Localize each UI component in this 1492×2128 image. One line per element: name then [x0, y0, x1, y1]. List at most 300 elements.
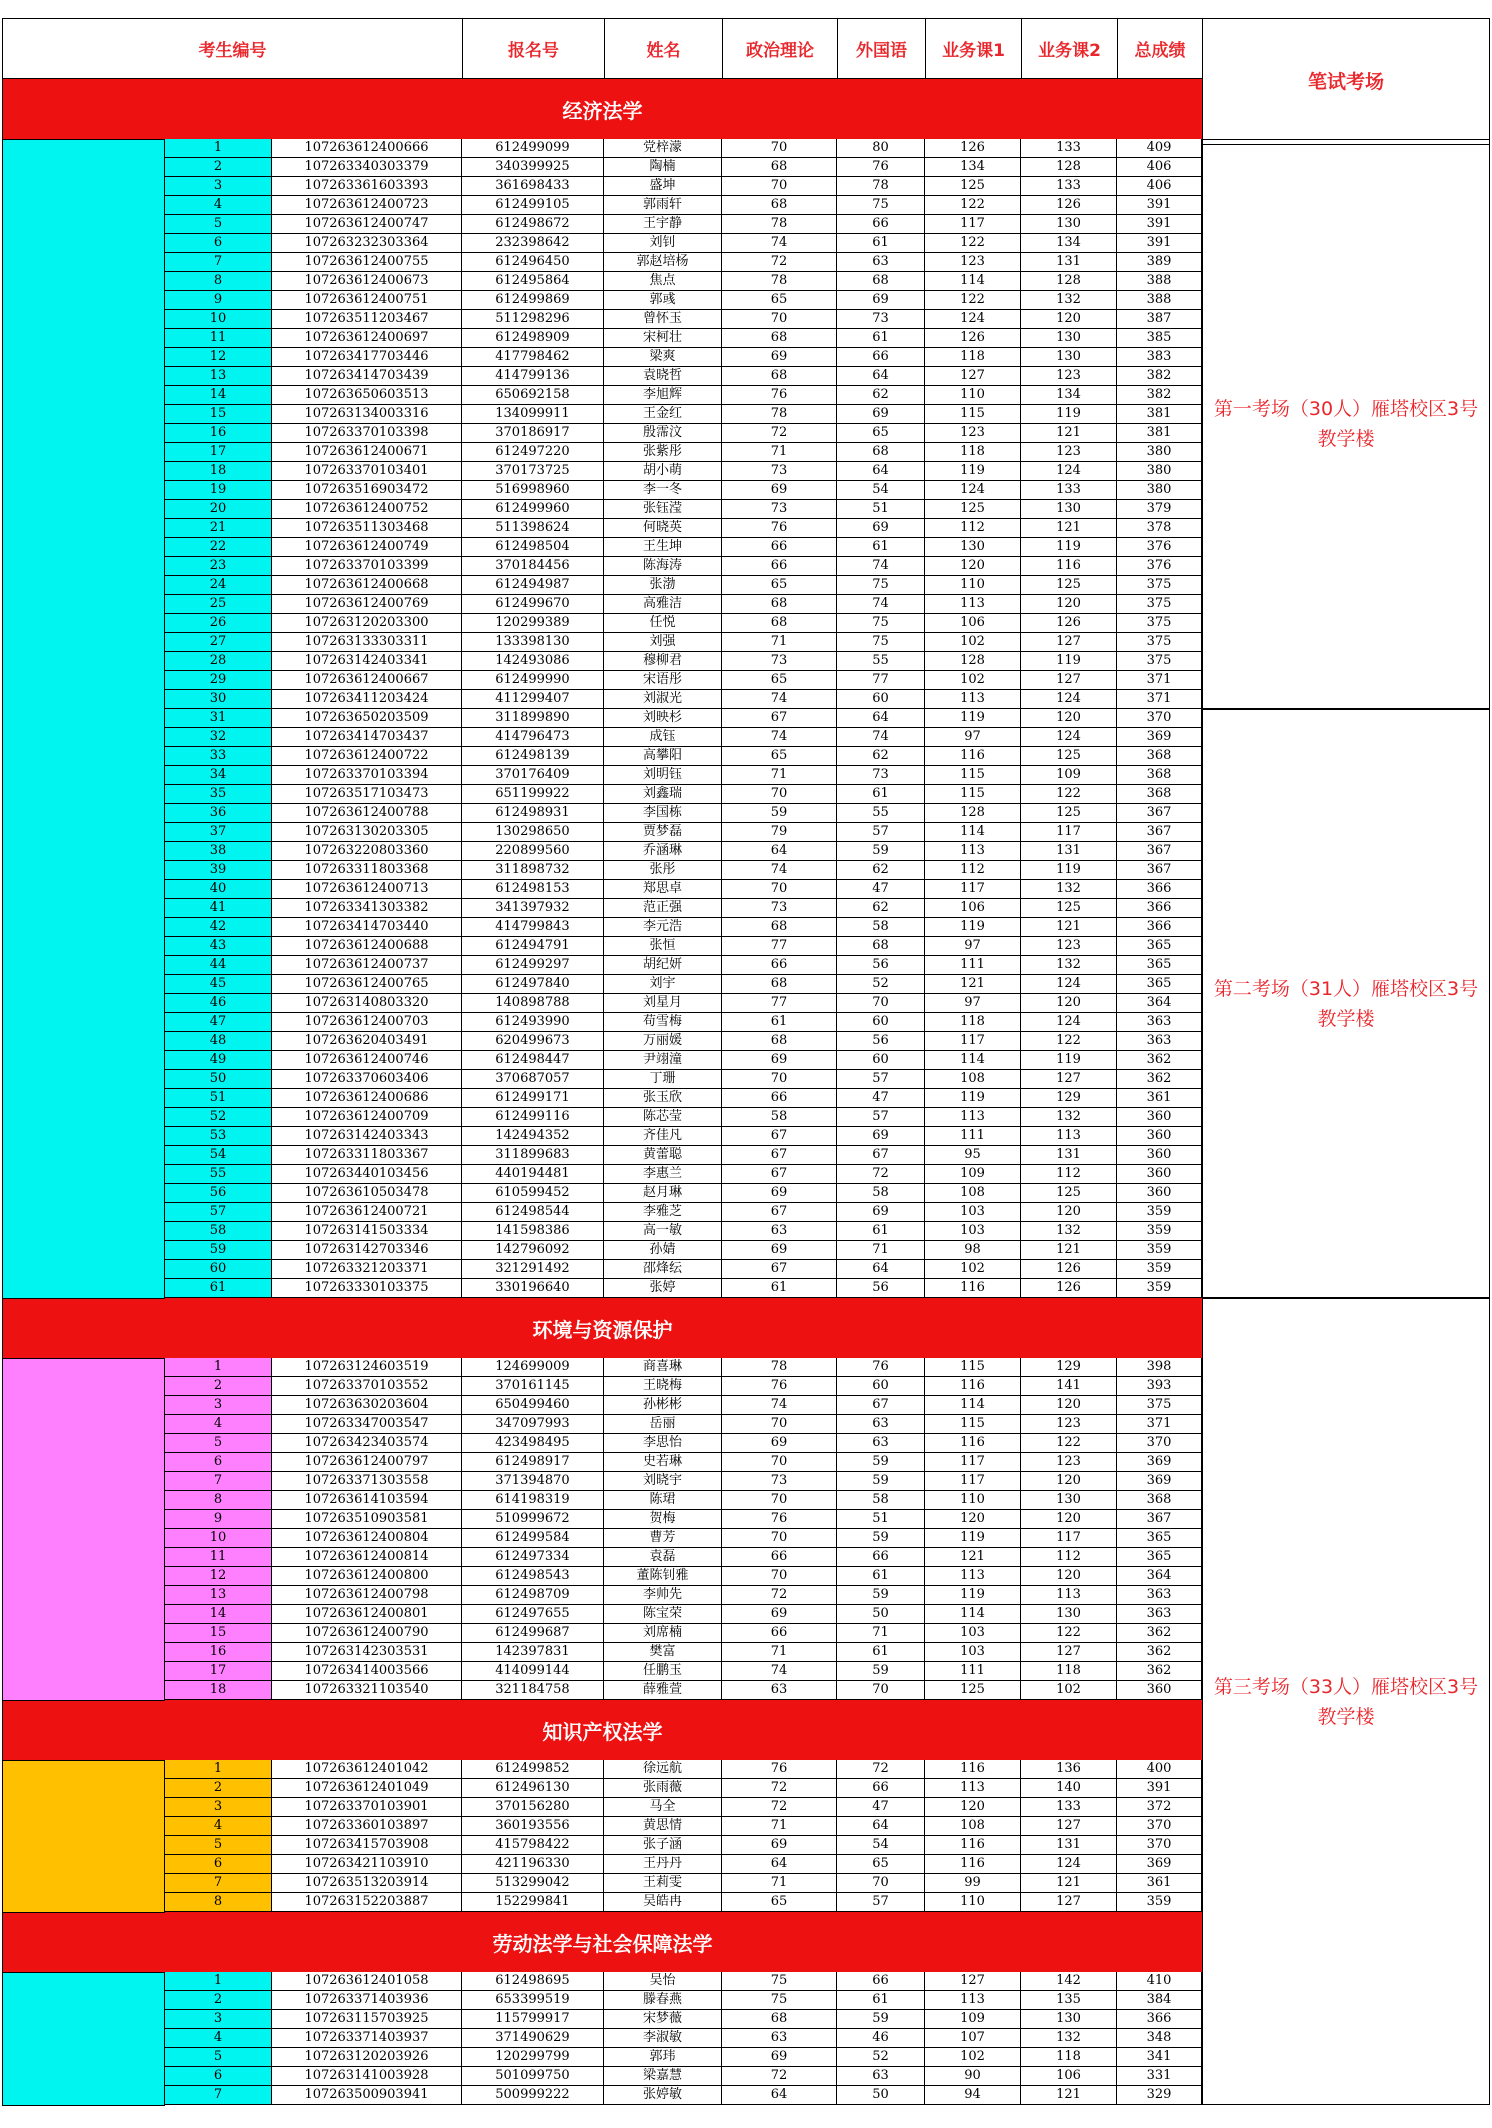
cell-course1: 107 — [925, 2029, 1021, 2047]
table-row — [165, 158, 1202, 177]
cell-name: 万丽媛 — [604, 1032, 722, 1050]
cell-total: 406 — [1117, 158, 1202, 176]
cell-name: 吴怡 — [604, 1972, 722, 1990]
cell-seq: 8 — [165, 272, 272, 290]
cell-total: 363 — [1117, 1586, 1202, 1604]
cell-course2: 119 — [1021, 652, 1117, 670]
cell-reg-no: 340399925 — [462, 158, 604, 176]
cell-course1: 121 — [925, 975, 1021, 993]
cell-politics: 65 — [722, 747, 837, 765]
cell-foreign-lang: 69 — [837, 405, 925, 423]
cell-course2: 113 — [1021, 1586, 1117, 1604]
cell-total: 371 — [1117, 671, 1202, 689]
table-row — [165, 1453, 1202, 1472]
cell-foreign-lang: 52 — [837, 2048, 925, 2066]
cell-foreign-lang: 64 — [837, 1817, 925, 1835]
cell-seq: 31 — [165, 709, 272, 727]
cell-politics: 69 — [722, 1836, 837, 1854]
cell-course2: 123 — [1021, 1453, 1117, 1471]
cell-reg-no: 612499670 — [462, 595, 604, 613]
cell-foreign-lang: 74 — [837, 595, 925, 613]
cell-seq: 1 — [165, 1972, 272, 1990]
cell-seq: 23 — [165, 557, 272, 575]
cell-course2: 120 — [1021, 994, 1117, 1012]
cell-course1: 134 — [925, 158, 1021, 176]
cell-seq: 3 — [165, 1798, 272, 1816]
cell-name: 苟雪梅 — [604, 1013, 722, 1031]
cell-reg-no: 440194481 — [462, 1165, 604, 1183]
cell-exam-id: 107263371403936 — [272, 1991, 462, 2009]
cell-name: 范正强 — [604, 899, 722, 917]
cell-name: 张彤 — [604, 861, 722, 879]
cell-course2: 112 — [1021, 1165, 1117, 1183]
cell-course1: 120 — [925, 1510, 1021, 1528]
cell-politics: 68 — [722, 158, 837, 176]
cell-course1: 117 — [925, 1453, 1021, 1471]
cell-seq: 58 — [165, 1222, 272, 1240]
cell-name: 胡小萌 — [604, 462, 722, 480]
cell-course2: 127 — [1021, 1893, 1117, 1911]
cell-course2: 123 — [1021, 1415, 1117, 1433]
cell-foreign-lang: 70 — [837, 1681, 925, 1699]
cell-total: 371 — [1117, 690, 1202, 708]
cell-total: 363 — [1117, 1013, 1202, 1031]
cell-reg-no: 612499852 — [462, 1760, 604, 1778]
cell-politics: 68 — [722, 975, 837, 993]
cell-name: 刘淑光 — [604, 690, 722, 708]
cell-total: 359 — [1117, 1893, 1202, 1911]
cell-exam-id: 107263232303364 — [272, 234, 462, 252]
cell-exam-id: 107263120203926 — [272, 2048, 462, 2066]
cell-course2: 120 — [1021, 1567, 1117, 1585]
cell-politics: 74 — [722, 234, 837, 252]
cell-exam-id: 107263612400667 — [272, 671, 462, 689]
cell-politics: 66 — [722, 1624, 837, 1642]
cell-exam-id: 107263620403491 — [272, 1032, 462, 1050]
cell-course1: 95 — [925, 1146, 1021, 1164]
cell-total: 375 — [1117, 652, 1202, 670]
cell-course2: 120 — [1021, 1510, 1117, 1528]
cell-politics: 64 — [722, 2086, 837, 2104]
table-row — [165, 329, 1202, 348]
cell-course1: 122 — [925, 234, 1021, 252]
section-color-band — [2, 1760, 165, 1913]
cell-total: 383 — [1117, 348, 1202, 366]
cell-name: 梁爽 — [604, 348, 722, 366]
cell-seq: 8 — [165, 1491, 272, 1509]
cell-name: 贺梅 — [604, 1510, 722, 1528]
cell-foreign-lang: 56 — [837, 1279, 925, 1297]
cell-name: 殷霈汶 — [604, 424, 722, 442]
cell-reg-no: 612499099 — [462, 139, 604, 157]
cell-name: 刘映杉 — [604, 709, 722, 727]
cell-seq: 7 — [165, 2086, 272, 2104]
cell-exam-id: 107263612400798 — [272, 1586, 462, 1604]
cell-foreign-lang: 57 — [837, 823, 925, 841]
cell-politics: 65 — [722, 1893, 837, 1911]
table-row — [165, 2048, 1202, 2067]
cell-total: 362 — [1117, 1051, 1202, 1069]
cell-course2: 125 — [1021, 747, 1117, 765]
section-color-band — [2, 139, 165, 1299]
cell-politics: 74 — [722, 1396, 837, 1414]
cell-course1: 123 — [925, 253, 1021, 271]
cell-seq: 53 — [165, 1127, 272, 1145]
cell-politics: 76 — [722, 1377, 837, 1395]
cell-politics: 68 — [722, 614, 837, 632]
cell-total: 381 — [1117, 424, 1202, 442]
cell-name: 薛雅萱 — [604, 1681, 722, 1699]
cell-course1: 108 — [925, 1070, 1021, 1088]
cell-total: 372 — [1117, 1798, 1202, 1816]
cell-reg-no: 360193556 — [462, 1817, 604, 1835]
cell-politics: 71 — [722, 1817, 837, 1835]
cell-exam-id: 107263511303468 — [272, 519, 462, 537]
cell-reg-no: 134099911 — [462, 405, 604, 423]
table-row — [165, 215, 1202, 234]
cell-name: 李旭辉 — [604, 386, 722, 404]
cell-exam-id: 107263120203300 — [272, 614, 462, 632]
cell-course2: 127 — [1021, 1817, 1117, 1835]
cell-name: 张紫彤 — [604, 443, 722, 461]
cell-name: 王宇静 — [604, 215, 722, 233]
table-row — [165, 1013, 1202, 1032]
table-row — [165, 633, 1202, 652]
cell-foreign-lang: 59 — [837, 1662, 925, 1680]
cell-reg-no: 612497220 — [462, 443, 604, 461]
cell-exam-id: 107263414703437 — [272, 728, 462, 746]
cell-course1: 114 — [925, 823, 1021, 841]
cell-politics: 67 — [722, 1146, 837, 1164]
cell-seq: 42 — [165, 918, 272, 936]
cell-exam-id: 107263510903581 — [272, 1510, 462, 1528]
cell-total: 360 — [1117, 1108, 1202, 1126]
cell-reg-no: 124699009 — [462, 1358, 604, 1376]
cell-course1: 114 — [925, 272, 1021, 290]
cell-politics: 70 — [722, 177, 837, 195]
cell-exam-id: 107263612400749 — [272, 538, 462, 556]
cell-reg-no: 612498917 — [462, 1453, 604, 1471]
cell-politics: 68 — [722, 918, 837, 936]
table-row — [165, 842, 1202, 861]
cell-reg-no: 370687057 — [462, 1070, 604, 1088]
cell-total: 382 — [1117, 367, 1202, 385]
cell-total: 362 — [1117, 1624, 1202, 1642]
table-row — [165, 1972, 1202, 1991]
cell-reg-no: 371394870 — [462, 1472, 604, 1490]
cell-seq: 51 — [165, 1089, 272, 1107]
cell-course1: 124 — [925, 481, 1021, 499]
cell-reg-no: 612499105 — [462, 196, 604, 214]
cell-reg-no: 612498695 — [462, 1972, 604, 1990]
cell-seq: 26 — [165, 614, 272, 632]
table-row — [165, 2029, 1202, 2048]
cell-seq: 36 — [165, 804, 272, 822]
cell-total: 360 — [1117, 1146, 1202, 1164]
cell-course2: 131 — [1021, 1146, 1117, 1164]
cell-course2: 132 — [1021, 880, 1117, 898]
cell-exam-id: 107263612400769 — [272, 595, 462, 613]
cell-exam-id: 107263612400688 — [272, 937, 462, 955]
table-row — [165, 880, 1202, 899]
cell-name: 黄蕾聪 — [604, 1146, 722, 1164]
cell-seq: 12 — [165, 1567, 272, 1585]
table-row — [165, 1760, 1202, 1779]
cell-reg-no: 347097993 — [462, 1415, 604, 1433]
cell-reg-no: 620499673 — [462, 1032, 604, 1050]
cell-total: 365 — [1117, 1548, 1202, 1566]
cell-reg-no: 612499990 — [462, 671, 604, 689]
cell-course2: 123 — [1021, 937, 1117, 955]
cell-reg-no: 321291492 — [462, 1260, 604, 1278]
cell-total: 359 — [1117, 1203, 1202, 1221]
cell-seq: 1 — [165, 1760, 272, 1778]
cell-course2: 120 — [1021, 1396, 1117, 1414]
cell-total: 380 — [1117, 481, 1202, 499]
table-row — [165, 1377, 1202, 1396]
cell-seq: 2 — [165, 158, 272, 176]
cell-total: 369 — [1117, 728, 1202, 746]
table-row — [165, 196, 1202, 215]
cell-reg-no: 370161145 — [462, 1377, 604, 1395]
cell-exam-id: 107263612400797 — [272, 1453, 462, 1471]
cell-course2: 112 — [1021, 1548, 1117, 1566]
cell-reg-no: 140898788 — [462, 994, 604, 1012]
cell-seq: 4 — [165, 196, 272, 214]
table-row — [165, 652, 1202, 671]
cell-exam-id: 107263134003316 — [272, 405, 462, 423]
cell-exam-id: 107263361603393 — [272, 177, 462, 195]
cell-total: 389 — [1117, 253, 1202, 271]
table-row — [165, 576, 1202, 595]
cell-name: 张恒 — [604, 937, 722, 955]
cell-course2: 124 — [1021, 1013, 1117, 1031]
cell-total: 360 — [1117, 1184, 1202, 1202]
cell-name: 齐佳凡 — [604, 1127, 722, 1145]
cell-politics: 70 — [722, 880, 837, 898]
cell-course2: 126 — [1021, 1279, 1117, 1297]
cell-name: 高攀阳 — [604, 747, 722, 765]
cell-reg-no: 612495864 — [462, 272, 604, 290]
cell-exam-id: 107263612400801 — [272, 1605, 462, 1623]
cell-exam-id: 107263321203371 — [272, 1260, 462, 1278]
cell-course1: 122 — [925, 291, 1021, 309]
cell-course2: 128 — [1021, 158, 1117, 176]
cell-course2: 130 — [1021, 348, 1117, 366]
cell-seq: 3 — [165, 177, 272, 195]
cell-course1: 119 — [925, 1529, 1021, 1547]
cell-exam-id: 107263612400737 — [272, 956, 462, 974]
cell-politics: 66 — [722, 956, 837, 974]
cell-course1: 102 — [925, 671, 1021, 689]
cell-course1: 116 — [925, 1434, 1021, 1452]
cell-reg-no: 511398624 — [462, 519, 604, 537]
cell-foreign-lang: 61 — [837, 234, 925, 252]
cell-name: 岳丽 — [604, 1415, 722, 1433]
cell-exam-id: 107263330103375 — [272, 1279, 462, 1297]
cell-exam-id: 107263612400723 — [272, 196, 462, 214]
table-row — [165, 709, 1202, 728]
cell-course2: 122 — [1021, 1624, 1117, 1642]
cell-exam-id: 107263500903941 — [272, 2086, 462, 2104]
cell-name: 袁磊 — [604, 1548, 722, 1566]
cell-politics: 73 — [722, 652, 837, 670]
cell-total: 360 — [1117, 1681, 1202, 1699]
cell-course2: 129 — [1021, 1358, 1117, 1376]
cell-foreign-lang: 59 — [837, 1529, 925, 1547]
cell-politics: 68 — [722, 595, 837, 613]
header-total: 总成绩 — [1117, 18, 1203, 79]
cell-total: 359 — [1117, 1222, 1202, 1240]
cell-course2: 120 — [1021, 595, 1117, 613]
cell-course2: 122 — [1021, 785, 1117, 803]
table-row — [165, 1184, 1202, 1203]
cell-total: 365 — [1117, 1529, 1202, 1547]
table-row — [165, 823, 1202, 842]
cell-foreign-lang: 60 — [837, 1051, 925, 1069]
cell-seq: 33 — [165, 747, 272, 765]
cell-course2: 109 — [1021, 766, 1117, 784]
cell-name: 李淑敏 — [604, 2029, 722, 2047]
cell-seq: 4 — [165, 2029, 272, 2047]
cell-total: 368 — [1117, 1491, 1202, 1509]
cell-total: 376 — [1117, 538, 1202, 556]
cell-total: 359 — [1117, 1241, 1202, 1259]
cell-foreign-lang: 68 — [837, 443, 925, 461]
cell-name: 徐远航 — [604, 1760, 722, 1778]
cell-reg-no: 220899560 — [462, 842, 604, 860]
cell-course1: 98 — [925, 1241, 1021, 1259]
cell-course2: 142 — [1021, 1972, 1117, 1990]
cell-foreign-lang: 65 — [837, 1855, 925, 1873]
cell-foreign-lang: 47 — [837, 1089, 925, 1107]
cell-seq: 19 — [165, 481, 272, 499]
table-row — [165, 443, 1202, 462]
cell-foreign-lang: 63 — [837, 1434, 925, 1452]
cell-course2: 118 — [1021, 2048, 1117, 2066]
cell-politics: 63 — [722, 1222, 837, 1240]
cell-seq: 6 — [165, 1453, 272, 1471]
cell-exam-id: 107263124603519 — [272, 1358, 462, 1376]
cell-course2: 135 — [1021, 1991, 1117, 2009]
cell-seq: 11 — [165, 329, 272, 347]
cell-politics: 71 — [722, 766, 837, 784]
cell-total: 391 — [1117, 1779, 1202, 1797]
cell-exam-id: 107263516903472 — [272, 481, 462, 499]
cell-name: 孙婧 — [604, 1241, 722, 1259]
cell-name: 刘钊 — [604, 234, 722, 252]
cell-course1: 114 — [925, 1396, 1021, 1414]
table-row — [165, 804, 1202, 823]
cell-name: 刘席楠 — [604, 1624, 722, 1642]
header-course2: 业务课2 — [1021, 18, 1118, 79]
cell-foreign-lang: 47 — [837, 880, 925, 898]
cell-seq: 6 — [165, 1855, 272, 1873]
cell-foreign-lang: 76 — [837, 158, 925, 176]
cell-seq: 37 — [165, 823, 272, 841]
table-row — [165, 994, 1202, 1013]
cell-foreign-lang: 57 — [837, 1108, 925, 1126]
cell-name: 李帅先 — [604, 1586, 722, 1604]
table-row — [165, 253, 1202, 272]
cell-course1: 116 — [925, 1377, 1021, 1395]
cell-total: 362 — [1117, 1643, 1202, 1661]
cell-course2: 132 — [1021, 291, 1117, 309]
cell-seq: 18 — [165, 1681, 272, 1699]
cell-reg-no: 130298650 — [462, 823, 604, 841]
cell-name: 刘宇 — [604, 975, 722, 993]
cell-foreign-lang: 62 — [837, 747, 925, 765]
cell-total: 375 — [1117, 614, 1202, 632]
cell-course2: 130 — [1021, 1491, 1117, 1509]
cell-seq: 28 — [165, 652, 272, 670]
cell-course1: 118 — [925, 1013, 1021, 1031]
cell-exam-id: 107263612400755 — [272, 253, 462, 271]
cell-course1: 120 — [925, 1798, 1021, 1816]
cell-course2: 118 — [1021, 1662, 1117, 1680]
cell-total: 341 — [1117, 2048, 1202, 2066]
cell-total: 367 — [1117, 804, 1202, 822]
cell-foreign-lang: 60 — [837, 1013, 925, 1031]
cell-foreign-lang: 55 — [837, 804, 925, 822]
table-row — [165, 1108, 1202, 1127]
cell-name: 张玉欣 — [604, 1089, 722, 1107]
cell-course2: 106 — [1021, 2067, 1117, 2085]
table-row — [165, 367, 1202, 386]
cell-name: 刘星月 — [604, 994, 722, 1012]
cell-foreign-lang: 56 — [837, 956, 925, 974]
cell-politics: 66 — [722, 557, 837, 575]
cell-course2: 130 — [1021, 2010, 1117, 2028]
cell-politics: 69 — [722, 1051, 837, 1069]
table-row — [165, 1127, 1202, 1146]
table-row — [165, 861, 1202, 880]
cell-reg-no: 614198319 — [462, 1491, 604, 1509]
cell-politics: 65 — [722, 671, 837, 689]
cell-seq: 10 — [165, 310, 272, 328]
cell-total: 366 — [1117, 918, 1202, 936]
cell-seq: 40 — [165, 880, 272, 898]
cell-course2: 131 — [1021, 1836, 1117, 1854]
cell-name: 张婷敏 — [604, 2086, 722, 2104]
cell-foreign-lang: 61 — [837, 1991, 925, 2009]
cell-foreign-lang: 57 — [837, 1893, 925, 1911]
table-row — [165, 1662, 1202, 1681]
table-row — [165, 1893, 1202, 1912]
cell-name: 刘强 — [604, 633, 722, 651]
table-row — [165, 918, 1202, 937]
cell-total: 367 — [1117, 861, 1202, 879]
cell-course1: 109 — [925, 2010, 1021, 2028]
cell-exam-id: 107263340303379 — [272, 158, 462, 176]
cell-foreign-lang: 74 — [837, 728, 925, 746]
cell-foreign-lang: 58 — [837, 918, 925, 936]
cell-foreign-lang: 61 — [837, 329, 925, 347]
table-row — [165, 1567, 1202, 1586]
cell-politics: 67 — [722, 1203, 837, 1221]
cell-foreign-lang: 64 — [837, 709, 925, 727]
table-row — [165, 2067, 1202, 2086]
cell-total: 364 — [1117, 1567, 1202, 1585]
cell-course1: 118 — [925, 443, 1021, 461]
cell-course1: 110 — [925, 1491, 1021, 1509]
cell-name: 陶楠 — [604, 158, 722, 176]
cell-foreign-lang: 56 — [837, 1032, 925, 1050]
table-row — [165, 614, 1202, 633]
cell-course1: 106 — [925, 899, 1021, 917]
cell-seq: 18 — [165, 462, 272, 480]
cell-politics: 67 — [722, 709, 837, 727]
